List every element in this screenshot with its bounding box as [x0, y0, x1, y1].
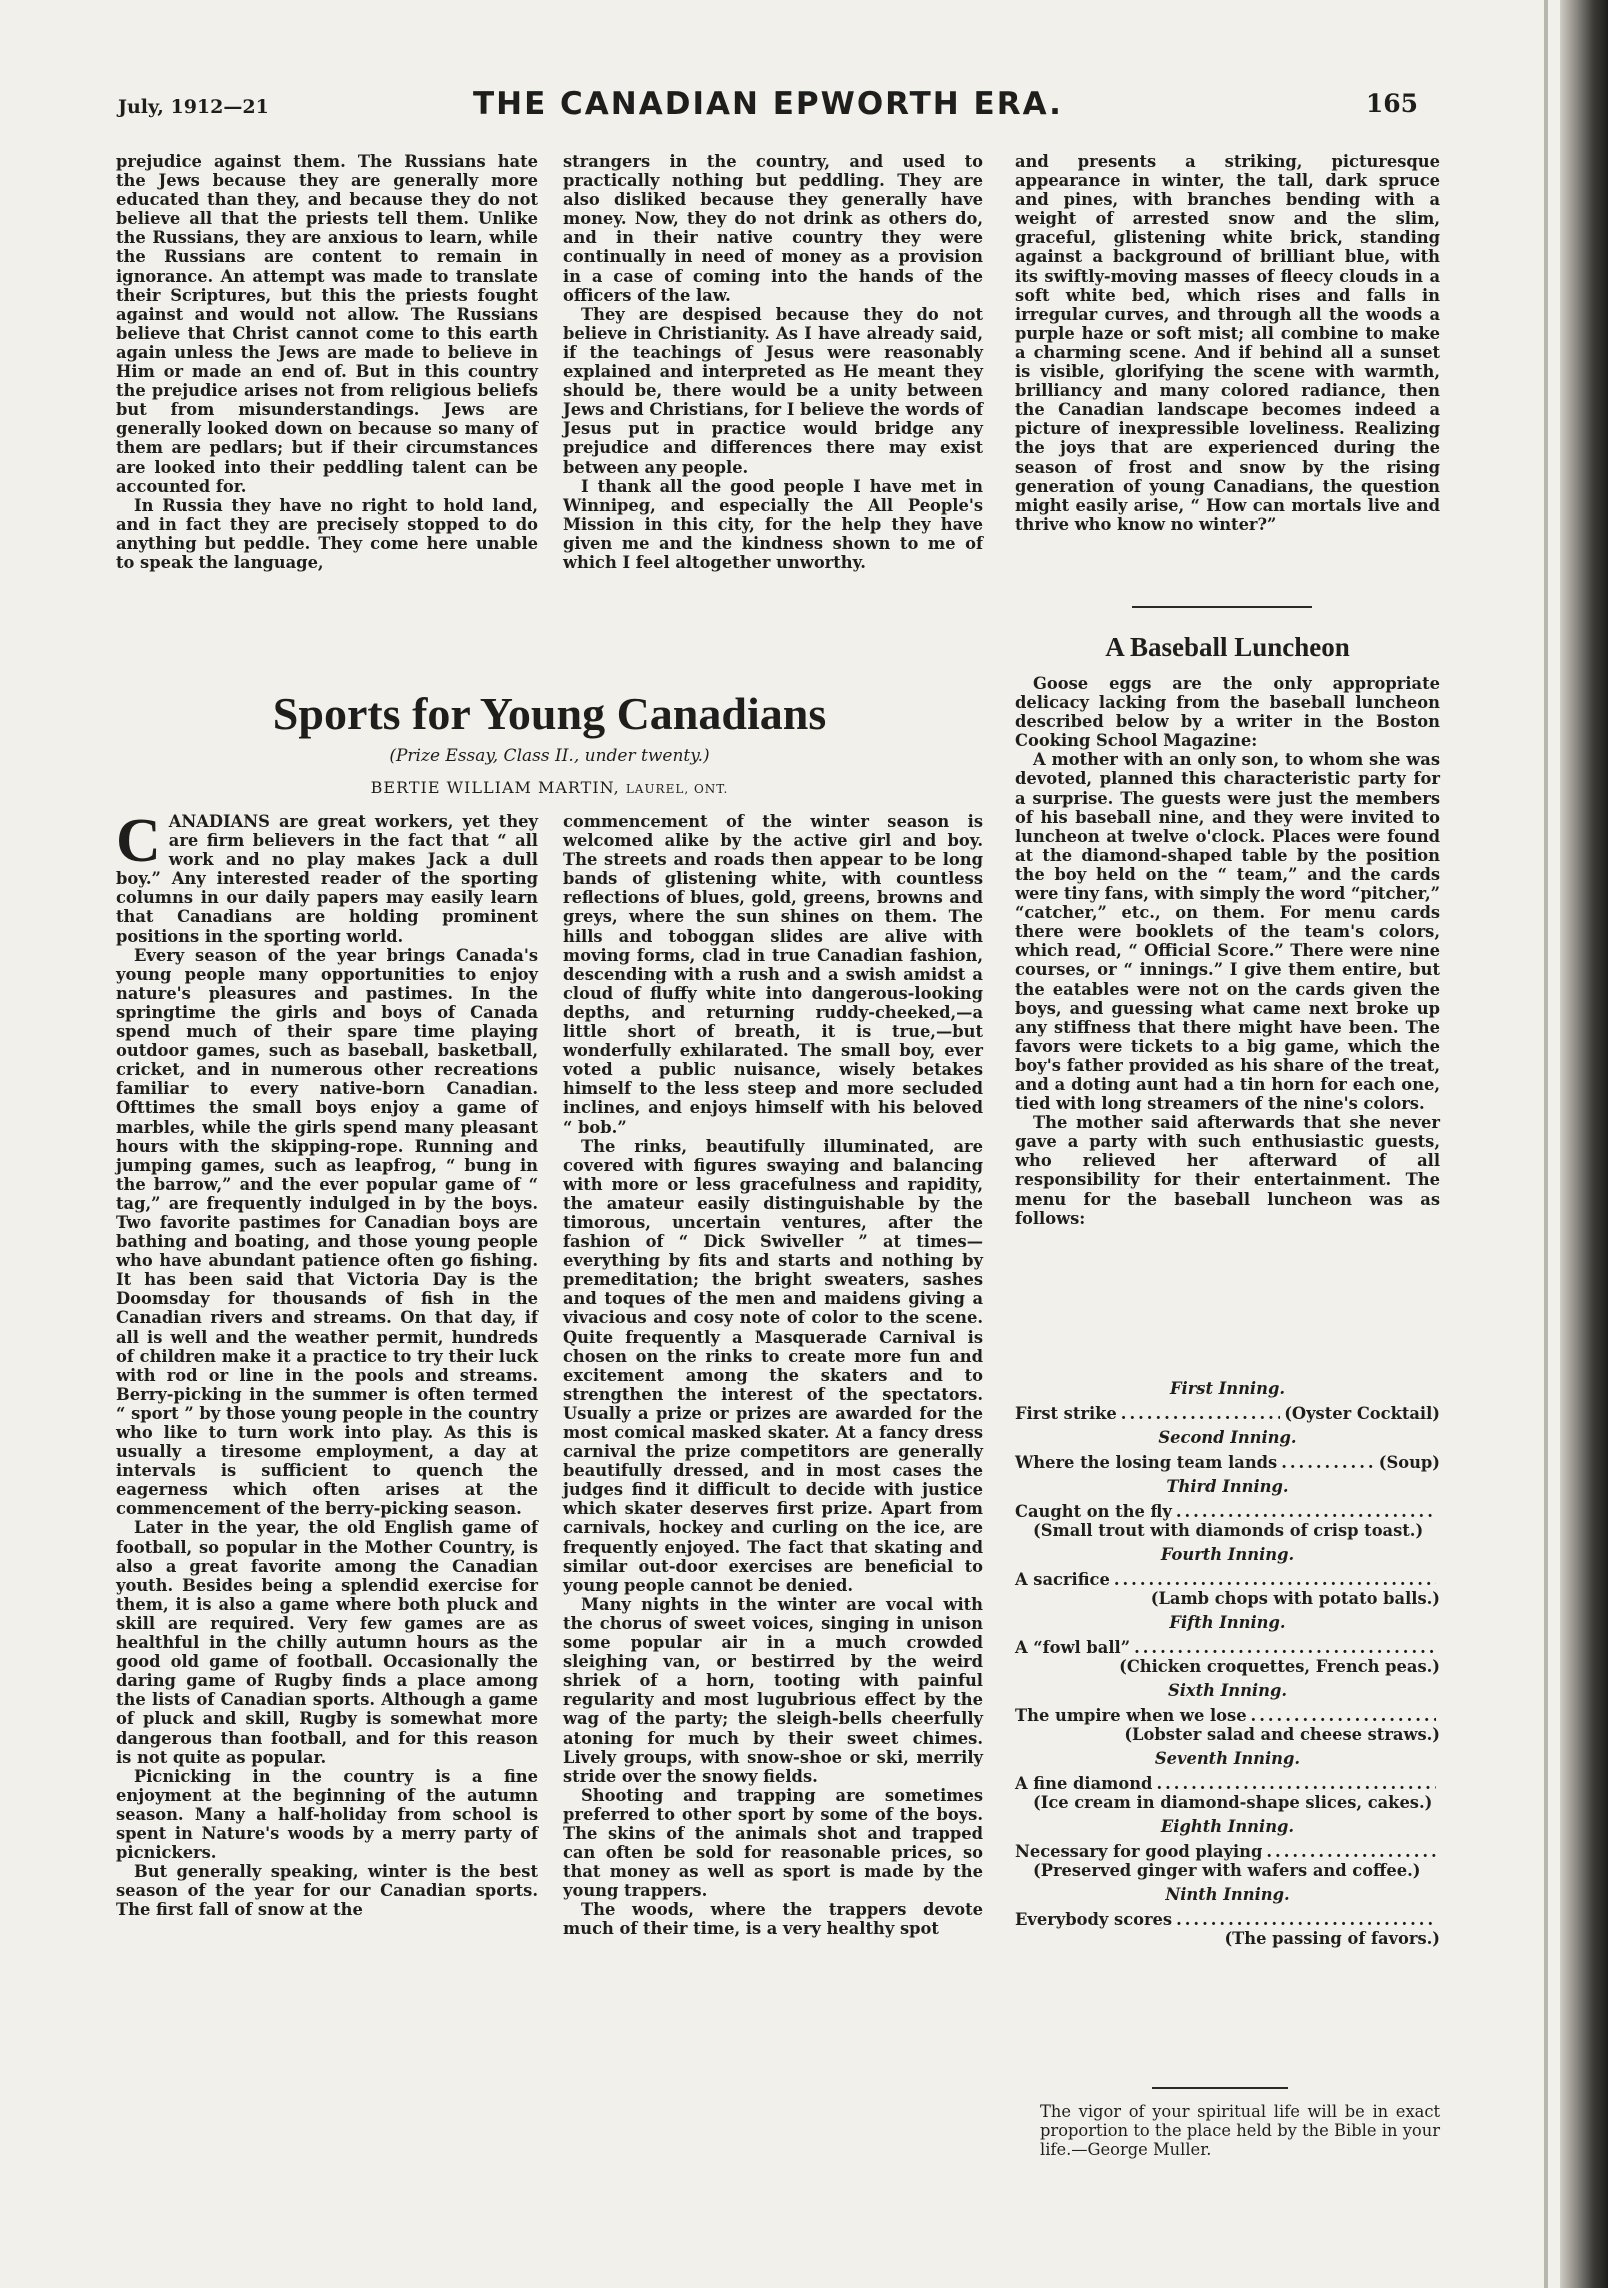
- paragraph: But generally speaking, winter is the best season of the year for our Canadian sports. The first fall of snow at the: [116, 1862, 538, 1920]
- top-column-3: [1015, 152, 1440, 534]
- quote-text: The vigor of your spiritual life will be in exact proportion to the place held by the Bible in your life.—George Muller.: [1040, 2102, 1440, 2160]
- menu-course: [1015, 1817, 1440, 1880]
- baseball-intro: [1015, 674, 1440, 1228]
- menu-dish: (Preserved ginger with wafers and coffee.): [1033, 1861, 1421, 1880]
- byline-place: LAUREL, ONT.: [625, 782, 729, 796]
- paragraph: Shooting and trapping are sometimes preferred to other sport by some of the boys. The skins of the animals shot and trapped can often be sold for reasonable prices, so that money as well as sport is made by the young trappers.: [563, 1785, 983, 1901]
- menu-course: [1015, 1477, 1440, 1540]
- paragraph: The mother said afterwards that she never gave a party with such enthusiastic guests, who relieved her afterward of all responsibility for their entertainment. The menu for the baseball luncheon was as follows:: [1015, 1113, 1440, 1228]
- menu-line: [1015, 1706, 1440, 1725]
- dot-leader: [1281, 1453, 1375, 1472]
- binding-edge: [1560, 0, 1608, 2288]
- menu-item: Necessary for good playing: [1015, 1842, 1263, 1861]
- menu-dish: (The passing of favors.): [1224, 1929, 1440, 1948]
- menu-dish-line: [1015, 1861, 1440, 1880]
- byline-name: BERTIE WILLIAM MARTIN,: [370, 778, 620, 797]
- luncheon-menu: [1015, 1374, 1440, 1948]
- dot-leader: [1121, 1404, 1280, 1423]
- paragraph: They are despised because they do not believe in Christianity. As I have already said, if the teachings of Jesus were reasonably explained and interpreted as He meant they should be, there would be a unity between Jews and Christians, for I believe the words of Jesus put in practice would bridge any prejudice and differences there may exist between any people.: [563, 304, 983, 477]
- inning-heading: Fifth Inning.: [1169, 1613, 1286, 1632]
- menu-item: First strike: [1015, 1404, 1117, 1423]
- page-edge-line: [1544, 0, 1548, 2288]
- paragraph: Every season of the year brings Canada's young people many opportunities to enjoy nature's pleasures and pastimes. In the springtime the girls and boys of Canada spend much of their spare time playing outdoor games, such as baseball, basketball, cricket, and in numerous other recreations familiar to every native-born Canadian. Ofttimes the small boys enjoy a game of marbles, while the girls spend many pleasant hours with the skipping-rope. Running and jumping games, such as leapfrog, “ bung in the barrow,” and the ever popular game of “ tag,” are frequently indulged in by the boys. Two favorite pastimes for Canadian boys are bathing and boating, and those young people who have abundant patience often go fishing. It has been said that Victoria Day is the Doomsday for thousands of fish in the Canadian rivers and streams. On that day, if all is well and the weather permit, hundreds of children make it a practice to try their luck with rod or line in the pools and streams. Berry-picking in the summer is often termed “ sport ” by those young people in the country who like to turn work into play. As this is usually a tiresome employment, a day at intervals is sufficient to quench the eagerness which often arises at the commencement of the berry-picking season.: [116, 945, 538, 1519]
- menu-dish: (Oyster Cocktail): [1284, 1404, 1440, 1423]
- article-column-2: [563, 812, 983, 1939]
- menu-dish: (Soup): [1378, 1453, 1440, 1472]
- divider-rule: [1132, 606, 1312, 608]
- paragraph: commencement of the winter season is welcomed alike by the active girl and boy. The streets and roads then appear to be long bands of glistening white, with countless reflections of blues, gold, greens, browns and greys, where the sun shines on them. The hills and toboggan slides are alive with moving forms, clad in true Canadian fashion, descending with a rush and a swish amidst a cloud of fluffy white into dangerous-looking depths, and returning ruddy-cheeked,—a little short of breath, it is true,—but wonderfully exhilarated. The small boy, ever voted a public nuisance, wisely betakes himself to the less steep and more secluded inclines, and enjoys himself with his beloved “ bob.”: [563, 812, 983, 1137]
- menu-line: [1015, 1910, 1440, 1929]
- menu-dish: (Lobster salad and cheese straws.): [1124, 1725, 1440, 1744]
- menu-item: Where the losing team lands: [1015, 1453, 1278, 1472]
- page-number: 165: [1365, 89, 1418, 118]
- inning-heading: Seventh Inning.: [1154, 1749, 1301, 1768]
- menu-course: [1015, 1545, 1440, 1608]
- inning-heading: Fourth Inning.: [1160, 1545, 1295, 1564]
- dot-leader: [1251, 1706, 1436, 1725]
- menu-line: [1015, 1842, 1440, 1861]
- baseball-title: A Baseball Luncheon: [1105, 632, 1350, 662]
- menu-dish-line: [1015, 1929, 1440, 1948]
- menu-line: [1015, 1404, 1440, 1423]
- menu-item: Caught on the fly: [1015, 1502, 1172, 1521]
- dot-leader: [1266, 1842, 1436, 1861]
- menu-line: [1015, 1453, 1440, 1472]
- dot-leader: [1114, 1570, 1436, 1589]
- dot-leader: [1156, 1774, 1436, 1793]
- menu-dish-line: [1015, 1725, 1440, 1744]
- paragraph: The woods, where the trappers devote much of their time, is a very healthy spot: [563, 1900, 983, 1939]
- inning-heading: Eighth Inning.: [1160, 1817, 1295, 1836]
- menu-dish-line: [1015, 1521, 1440, 1540]
- menu-dish: (Small trout with diamonds of crisp toast.): [1033, 1521, 1424, 1540]
- paragraph: Later in the year, the old English game of football, so popular in the Mother Country, is also a great favorite among the Canadian youth. Besides being a splendid exercise for them, it is also a game where both pluck and skill are required. Very few games are as healthful in the chilly autumn hours as the good old game of football. Occasionally the daring game of Rugby finds a place among the lists of Canadian sports. Although a game of pluck and skill, Rugby is somewhat more dangerous than football, and for this reason is not quite as popular.: [116, 1518, 538, 1767]
- menu-line: [1015, 1502, 1440, 1521]
- inning-heading: Second Inning.: [1158, 1428, 1297, 1447]
- menu-line: [1015, 1638, 1440, 1657]
- menu-dish: (Chicken croquettes, French peas.): [1119, 1657, 1440, 1676]
- menu-dish: (Ice cream in diamond-shape slices, cakes.): [1033, 1793, 1433, 1812]
- menu-course: [1015, 1885, 1440, 1948]
- dot-leader: [1176, 1502, 1436, 1521]
- article-byline: [116, 778, 983, 797]
- inning-heading: First Inning.: [1169, 1379, 1286, 1398]
- menu-line: [1015, 1570, 1440, 1589]
- menu-item: A “fowl ball”: [1015, 1638, 1131, 1657]
- paragraph: In Russia they have no right to hold land, and in fact they are precisely stopped to do anything but peddle. They come here unable to speak the language,: [116, 495, 538, 572]
- closing-quote: [1040, 2102, 1440, 2159]
- page-header: [118, 86, 1418, 130]
- paragraph: A mother with an only son, to whom she was devoted, planned this characteristic party for a surprise. The guests were just the members of his baseball nine, and they were invited to luncheon at twelve o'clock. Places were found at the diamond-shaped table by the position the boy held on the “ team,” and the cards were tiny fans, with simply the word “pitcher,” “catcher,” etc., on them. For menu cards there were booklets of the team's colors, which read, “ Official Score.” There were nine courses, or “ innings.” I give them entire, but the eatables were not on the cards given the boys, and guessing what came next broke up any stiffness that there might have been. The favors were tickets to a big game, which the boy's father provided as his share of the treat, and a doting aunt had a tin horn for each one, tied with long streamers of the nine's colors.: [1015, 750, 1440, 1114]
- inning-heading: Ninth Inning.: [1165, 1885, 1290, 1904]
- menu-course: [1015, 1681, 1440, 1744]
- top-column-1: [116, 152, 538, 572]
- menu-dish-line: [1015, 1589, 1440, 1608]
- dot-leader: [1134, 1638, 1436, 1657]
- menu-dish-line: [1015, 1657, 1440, 1676]
- article-title: Sports for Young Canadians: [272, 688, 827, 739]
- menu-item: A sacrifice: [1015, 1570, 1110, 1589]
- paragraph: The rinks, beautifully illuminated, are covered with figures swaying and balancing with more or less gracefulness and rapidity, the amateur easily distinguishable by the timorous, uncertain ventures, after the fashion of “ Dick Swiveller ” at times—everything by fits and starts and nothing by premeditation; the bright sweaters, sashes and toques of the men and maidens giving a vivacious and cosy note of color to the scene. Quite frequently a Masquerade Carnival is chosen on the rinks to create more fun and excitement among the skaters and to strengthen the interest of the spectators. Usually a prize or prizes are awarded for the most comical masked skater. At a fancy dress carnival the prize competitors are generally beautifully dressed, and in most cases the judges find it difficult to decide with justice which skater deserves first prize. Apart from carnivals, hockey and curling on the ice, are frequently enjoyed. The fact that skating and similar out-door exercises are beneficial to young people cannot be denied.: [563, 1136, 983, 1595]
- inning-heading: Third Inning.: [1166, 1477, 1289, 1496]
- paragraph: and presents a striking, picturesque appearance in winter, the tall, dark spruce and pines, with branches bending with a weight of arrested snow and the slim, graceful, glistening white brick, standing against a background of brilliant blue, with its swiftly-moving masses of fleecy clouds in a soft white bed, which rises and falls in irregular curves, and through all the woods a purple haze or soft mist; all combine to make a charming scene. And if behind all a sunset is visible, glorifying the scene with warmth, brilliancy and many colored radiance, then the Canadian landscape becomes indeed a picture of inexpressible loveliness. Realizing the joys that are experienced during the season of frost and snow by the rising generation of young Canadians, the question might easily arise, “ How can mortals live and thrive who know no winter?”: [1015, 152, 1440, 534]
- menu-course: [1015, 1749, 1440, 1812]
- article-column-1: [116, 807, 538, 1920]
- paragraph: prejudice against them. The Russians hate the Jews because they are generally more educated than they, and because they do not believe all that the priests tell them. Unlike the Russians, they are anxious to learn, while the Russians are content to remain in ignorance. An attempt was made to translate their Scriptures, but this the priests fought against and would not allow. The Russians believe that Christ cannot come to this earth again unless the Jews are made to believe in Him or made an end of. But in this country the prejudice arises not from religious beliefs but from misunderstandings. Jews are generally looked down on because so many of them are pedlars; but if their circumstances are looked into their peddling talent can be accounted for.: [116, 152, 538, 496]
- menu-dish: (Lamb chops with potato balls.): [1150, 1589, 1440, 1608]
- menu-item: A fine diamond: [1015, 1774, 1153, 1793]
- dot-leader: [1176, 1910, 1436, 1929]
- article-subtitle: (Prize Essay, Class II., under twenty.): [389, 746, 710, 766]
- divider-rule: [1152, 2087, 1288, 2089]
- header-date: July, 1912—21: [118, 96, 269, 118]
- paragraph: Goose eggs are the only appropriate delicacy lacking from the baseball luncheon described below by a writer in the Boston Cooking School Magazine:: [1015, 674, 1440, 751]
- menu-course: [1015, 1428, 1440, 1472]
- paragraph: Many nights in the winter are vocal with the chorus of sweet voices, singing in unison some popular air in a much crowded sleighing van, or bestirred by the weird shriek of a horn, tooting with painful regularity and most lugubrious effect by the wag of the party; the sleigh-bells cheerfully atoning for much by their sweet chimes. Lively groups, with snow-shoe or ski, merrily stride over the snowy fields.: [563, 1594, 983, 1786]
- drop-cap: C: [116, 807, 161, 875]
- menu-line: [1015, 1774, 1440, 1793]
- menu-dish-line: [1015, 1793, 1440, 1812]
- paragraph: Picnicking in the country is a fine enjoyment at the beginning of the autumn season. Many a half-holiday from school is spent in Nature's woods by a merry party of picnickers.: [116, 1766, 538, 1863]
- menu-course: [1015, 1379, 1440, 1423]
- menu-item: The umpire when we lose: [1015, 1706, 1247, 1725]
- top-column-2: [563, 152, 983, 572]
- first-paragraph: [116, 807, 538, 946]
- paragraph: I thank all the good people I have met in Winnipeg, and especially the All People's Mission in this city, for the help they have given me and the kindness shown to me of which I feel altogether unworthy.: [563, 476, 983, 572]
- magazine-title: THE CANADIAN EPWORTH ERA.: [473, 86, 1063, 122]
- first-paragraph-text: ANADIANS are great workers, yet they are firm believers in the fact that “ all work and no play makes Jack a dull boy.” Any interested reader of the sporting columns in our daily papers may easily learn that Canadians are holding prominent positions in the sporting world.: [116, 812, 538, 946]
- inning-heading: Sixth Inning.: [1167, 1681, 1288, 1700]
- menu-item: Everybody scores: [1015, 1910, 1173, 1929]
- paragraph: strangers in the country, and used to practically nothing but peddling. They are also disliked because they generally have money. Now, they do not drink as others do, and in their native country they were continually in need of money as a provision in a case of coming into the hands of the officers of the law.: [563, 152, 983, 305]
- menu-course: [1015, 1613, 1440, 1676]
